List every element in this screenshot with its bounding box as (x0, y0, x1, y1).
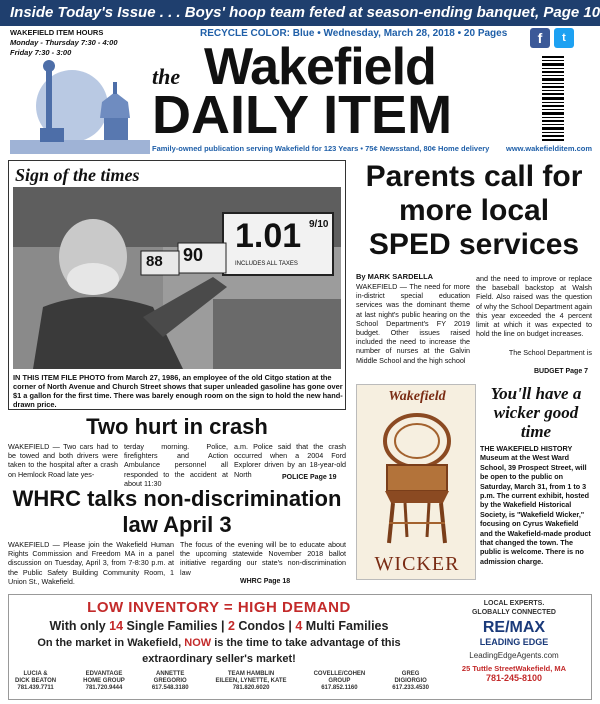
agent-item (392, 671, 429, 692)
photo-heading: Sign of the times (15, 165, 140, 185)
twitter-icon[interactable]: t (554, 28, 574, 48)
remax-address: 25 Tuttle StreetWakefield, MA (461, 664, 567, 673)
agent-phone: 617.852.1160 (321, 685, 358, 691)
ad-count-condos: 2 (227, 619, 235, 633)
facebook-icon[interactable]: f (530, 28, 550, 48)
photo-caption: IN THIS ITEM FILE PHOTO from March 27, 1986, an employee of the old Citgo station at the corner of North Avenue and Church Street shows that super unleaded gasoline has gone over $1 a gallon for the first time. There was barely enough room on the sign to hold the new hand-drawn price. (13, 373, 343, 409)
wicker-chair-icon (377, 411, 457, 549)
hours-friday: Friday 7:30 - 3:00 (10, 48, 72, 57)
agent-phone: 781.820.6020 (232, 685, 270, 691)
photo-image-icon (13, 187, 341, 369)
hours-weekday: Monday - Thursday 7:30 - 4:00 (10, 38, 118, 47)
ad-line-1 (9, 619, 429, 633)
agent-item (15, 671, 56, 692)
agent-phone: 617.548.3180 (151, 685, 189, 691)
agent-item (216, 671, 287, 692)
agent-name-1: GREG (401, 671, 420, 677)
agent-phone: 781.720.9444 (85, 685, 123, 691)
sped-col-2: and the need to improve or replace the baseball backstop at Walsh Field. Also raised was the question of why the School Department again this year exceeded the 4 percent limit at which it was expected to hold the line on budget increases. (476, 274, 592, 339)
remax-block (439, 599, 589, 697)
ad-line-2 (9, 637, 429, 649)
nameplate-the: the (152, 64, 181, 89)
agent-name-1: LUCIA & (23, 671, 48, 677)
agent-name-2: GROUP (328, 678, 351, 684)
remax-subbrand: LEADING EDGE (479, 637, 549, 647)
town-common-logo-icon (10, 56, 150, 154)
sign-price-main: 1.01 (235, 217, 302, 255)
agent-name-2: EILEEN, LYNETTE, KATE (215, 678, 287, 684)
whrc-jump[interactable]: WHRC Page 18 (240, 578, 291, 585)
remax-tag-1: LOCAL EXPERTS. (483, 600, 545, 607)
ad-headline: LOW INVENTORY = HIGH DEMAND (87, 599, 351, 616)
wicker-feature (356, 384, 592, 588)
teaser-bar[interactable]: Inside Today's Issue . . . Boys' hoop team feted at season-ending banquet, Page 10 (0, 0, 600, 26)
ad-line1-mid2: Condos | (234, 619, 296, 633)
agent-name-1: EDVANTAGE (85, 671, 123, 677)
sign-price-2: 90 (183, 245, 204, 265)
crash-jump[interactable]: POLICE Page 19 (282, 474, 337, 481)
ad-line1-pre: With only (49, 619, 110, 633)
wicker-text: THE WAKEFIELD HISTORY Museum at the West Ward School, 39 Prospect Street, will be open to the public on Saturday, March 31, from 1 to 3 p.m. The current exhibit, hosted by the Wakefield Historical Society, is "Wakefield Wicker," focusing on Cyrus Wakefield and the Wakefield-made product that changed the town. The public is welcome. There is no admission charge. (480, 444, 591, 566)
agent-list (15, 671, 429, 692)
sped-col-1: WAKEFIELD — The need for more in-district special education services was the dominant theme at last night's public hearing on the School Department's FY 2019 budget. Other issues raised included the need to increase the number of nurses at the Galvin Middle School and the high school (356, 282, 470, 365)
agent-name-1: TEAM HAMBLIN (227, 671, 275, 677)
office-hours (10, 28, 150, 58)
agent-name-2: HOME GROUP (83, 678, 125, 684)
ad-line1-mid1: Single Families | (123, 619, 228, 633)
remax-tag-2: GLOBALLY CONNECTED (471, 609, 556, 616)
tagline: Family-owned publication serving Wakefield for 123 Years • 75¢ Newsstand, 80¢ Home delivery (152, 144, 490, 153)
crash-col-3: a.m. Police said that the crash occurred when a 2004 Ford Explorer driven by an 18-year-old North (234, 442, 346, 479)
ad-line2-now: NOW (184, 637, 212, 649)
whrc-col-1: WAKEFIELD — Please join the Wakefield Human Rights Commission and Freedom MA in a panel discussion on Tuesday, April 3, from 7-8:30 p.m. at the Public Safety Building Community Room, 1 Union St., Wakefield. (8, 540, 174, 586)
sign-price-1: 88 (146, 253, 163, 270)
agent-name-2: DICK BEATON (15, 678, 57, 684)
agent-phone: 617.233.4530 (392, 685, 429, 691)
agent-name-1: COVELLE/COHEN (313, 671, 366, 677)
gas-sign-photo (13, 187, 341, 369)
photo-feature (8, 160, 346, 410)
nameplate-daily-item: DAILY ITEM (152, 85, 453, 145)
ad-line2-pre: On the market in Wakefield, (37, 637, 185, 649)
agent-name-1: ANNETTE (156, 671, 185, 677)
sped-col-2b: The School Department is (508, 348, 592, 357)
lead-headline[interactable]: Parents call for more local SPED services (365, 160, 583, 261)
remax-website[interactable]: LeadingEdgeAgents.com (469, 651, 559, 660)
remax-logo: RE/MAX (482, 619, 546, 636)
realty-advertisement[interactable] (8, 594, 592, 700)
wicker-poster-title: Wakefield (388, 389, 446, 404)
masthead (0, 26, 600, 154)
ad-count-multi: 4 (295, 619, 303, 633)
sped-jump[interactable]: BUDGET Page 7 (534, 368, 589, 375)
ad-line2-post: is the time to take advantage of this (211, 637, 401, 649)
tagline-bar (152, 144, 592, 153)
crash-headline[interactable]: Two hurt in crash (86, 414, 268, 439)
agent-phone: 781.439.7711 (17, 685, 54, 691)
agent-item (314, 671, 366, 692)
ad-line-3: extraordinary seller's market! (142, 653, 296, 665)
hours-title: WAKEFIELD ITEM HOURS (10, 28, 104, 37)
nameplate-wakefield: Wakefield (204, 38, 436, 96)
whrc-col-2: The focus of the evening will be to educate about the upcoming statewide November 2018 ballot initiative regarding our state's non-discrimination law (180, 540, 346, 577)
barcode-icon (540, 54, 566, 144)
whrc-headline[interactable]: WHRC talks non-discrimination law April 3 (12, 486, 342, 537)
website-link[interactable]: www.wakefielditem.com (506, 144, 592, 153)
issue-meta: RECYCLE COLOR: Blue • Wednesday, March 28, 2018 • 20 Pages (200, 28, 508, 39)
wicker-poster-word: WICKER (374, 553, 460, 575)
agent-item (152, 671, 189, 692)
wicker-headline[interactable]: You'll have a wicker good time (490, 384, 582, 441)
remax-phone[interactable]: 781-245-8100 (485, 673, 543, 683)
sign-price-fraction: 9/10 (309, 219, 329, 230)
ad-count-single: 14 (109, 619, 124, 633)
agent-name-2: GREGORIO (153, 678, 187, 684)
wicker-poster (356, 384, 476, 580)
crash-col-1: WAKEFIELD — Two cars had to be towed and both drivers were taken to the hospital after a crash on Hemlock Road late yes- (8, 442, 118, 479)
agent-item (83, 671, 125, 692)
sign-taxes-note: INCLUDES ALL TAXES (235, 261, 298, 267)
crash-col-2: terday morning. Police, firefighters and Action Ambulance personnel all responded to the accident at about 11:30 (124, 442, 228, 488)
agent-name-2: DIGIORGIO (394, 678, 427, 684)
byline: By MARK SARDELLA (356, 272, 434, 281)
ad-line1-post: Multi Families (302, 619, 389, 633)
